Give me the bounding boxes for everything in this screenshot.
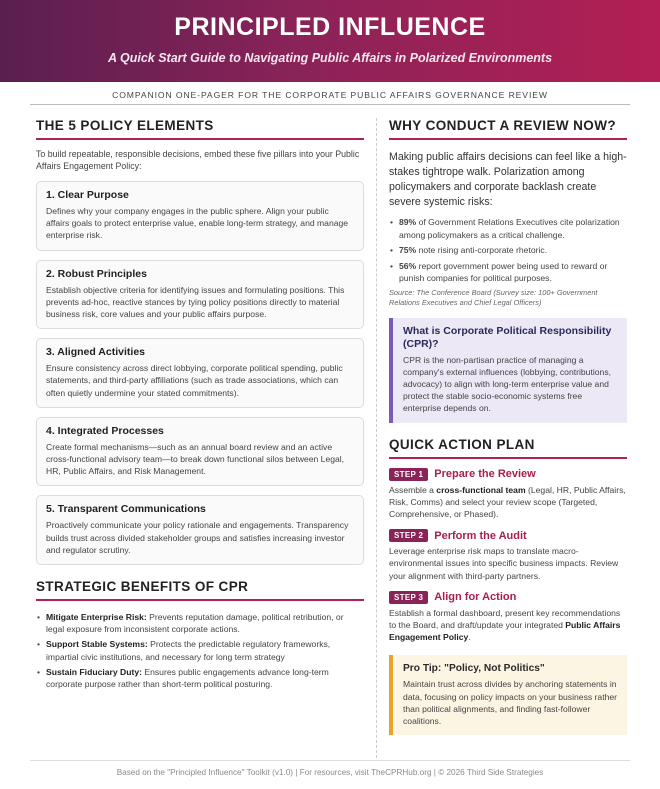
benefit-text: Prevents reputation damage, political retribution, or legal exposure from inconsistent corporate actions. [46,612,344,635]
stat-number: 89% [399,217,417,227]
policy-elements-heading: THE 5 POLICY ELEMENTS [36,118,364,140]
policy-card-title: 1. Clear Purpose [46,189,129,201]
step-body: Leverage enterprise risk maps to translate macro-environmental issues into specific business impacts. Review your alignment with third-party partners. [389,546,619,581]
policy-card-body: Create formal mechanisms—such as an annual board review and an active cross-functional advisory team—to break down functional silos between Legal, HR, Public Affairs, and Risk Management. [46,441,345,477]
policy-card-title: 5. Transparent Communications [46,503,206,516]
policy-card-body: Establish objective criteria for identifying issues and formulating positions. This prevents ad-hoc, reactive stances by tying policy positions directly to material business risk, core values and your public affairs purpose. [46,284,345,320]
policy-intro: To build repeatable, responsible decisions, embed these five pillars into your Public Affairs Engagement Policy: [36,149,360,171]
stat-item [389,244,627,257]
cpr-body: CPR is the non-partisan practice of managing a company's external influences (lobbying, contributions, advocacy) to align with long-term enterprise value and protect the stable socio-economic systems free enterprise depends on. [403,354,612,414]
benefit-text: Protects the predictable regulatory frameworks, impartial civic institutions, and necessary for long term strategy [46,639,331,662]
column-divider [376,118,377,758]
step-title: Prepare the Review [434,468,536,481]
policy-card-title: 3. Aligned Activities [46,346,145,359]
stat-text: report government power being used to reward or punish companies for political purposes. [399,260,608,283]
cpr-callout [389,318,627,423]
stat-item [389,260,627,285]
benefits-list [36,611,364,690]
policy-card-title: 4. Integrated Processes [46,424,164,437]
step-body: Assemble a cross-functional team (Legal, HR, Public Affairs, Risk, Comms) and select your review scope (Targeted, Comprehensive, or Phased). [389,484,626,519]
policy-card [36,181,364,251]
step-badge: STEP 1 [389,468,428,481]
why-lead: Making public affairs decisions can feel like a high-stakes tightrope walk. Polarization among policymakers and corporate backlash create severe systemic risks: [389,151,627,208]
policy-card [36,338,364,408]
divider [30,104,630,105]
policy-card-body: Proactively communicate your policy rationale and engagements. Transparency builds trust across divided stakeholder groups and satisfies increasing investor and regulator scrutiny. [46,520,349,555]
companion-label: COMPANION ONE-PAGER FOR THE CORPORATE PUBLIC AFFAIRS GOVERNANCE REVIEW [112,90,548,100]
benefit-label: Sustain Fiduciary Duty: [46,666,142,677]
stat-number: 56% [399,260,417,271]
source-note: Source: The Conference Board (Survey size: 100+ Government Relations Executives and Chief Legal Officers) [389,287,598,307]
step-title: Perform the Audit [434,529,527,542]
page-title: PRINCIPLED INFLUENCE [174,13,486,41]
step-item [389,468,627,521]
policy-card-body: Defines why your company engages in the public sphere. Align your public affairs goals to protect enterprise value, enable long-term strategy, and manage enterprise risk. [46,206,349,241]
page-subtitle: A Quick Start Guide to Navigating Public Affairs in Polarized Environments [107,51,553,65]
benefit-item [36,611,364,635]
benefit-item [36,666,364,690]
benefit-label: Mitigate Enterprise Risk: [46,612,147,623]
stats-list [389,216,627,285]
policy-card [36,495,364,565]
benefit-item [36,638,364,662]
step-item [389,591,627,644]
why-heading: WHY CONDUCT A REVIEW NOW? [389,118,627,140]
right-column [389,118,627,735]
footer-text: Based on the "Principled Influence" Toolkit (v1.0) | For resources, visit TheCPRHub.org | © 2026 Third Side Strategies [116,768,544,777]
step-body: Establish a formal dashboard, present key recommendations to the Board, and draft/update your integrated Public Affairs Engagement Policy. [389,607,621,643]
pro-tip-body: Maintain trust across divides by anchoring statements in data, focusing on policy impacts on your business rather than political alignments, and finding fast-follower coalitions. [403,679,618,726]
action-plan-heading: QUICK ACTION PLAN [389,437,627,459]
pro-tip-title: Pro Tip: "Policy, Not Politics" [403,663,545,675]
stat-number: 75% [399,245,417,255]
policy-card [36,417,364,487]
pro-tip-callout [389,655,627,735]
step-badge: STEP 3 [389,591,428,604]
benefit-text: Ensures public engagements advance long-term corporate purpose rather than short-term political posturing. [46,666,329,690]
cpr-title: What is Corporate Political Responsibility (CPR)? [403,324,612,350]
step-badge: STEP 2 [389,529,428,542]
page-header [0,0,660,82]
step-title: Align for Action [434,591,517,604]
left-column [36,118,364,693]
benefits-heading: STRATEGIC BENEFITS OF CPR [36,579,364,601]
policy-card [36,260,364,330]
stat-item [389,216,627,241]
footer-divider [30,760,630,761]
step-item [389,529,627,582]
policy-card-body: Ensure consistency across direct lobbying, corporate political spending, public statements, and third-party affiliations (such as trade associations, which can often quietly undermine your stated commitments). [46,363,343,398]
policy-card-title: 2. Robust Principles [46,267,147,280]
stat-text: of Government Relations Executives cite polarization among policymakers as a critical challenge. [399,217,620,240]
benefit-label: Support Stable Systems: [46,639,148,650]
stat-text: note rising anti-corporate rhetoric. [416,245,548,255]
